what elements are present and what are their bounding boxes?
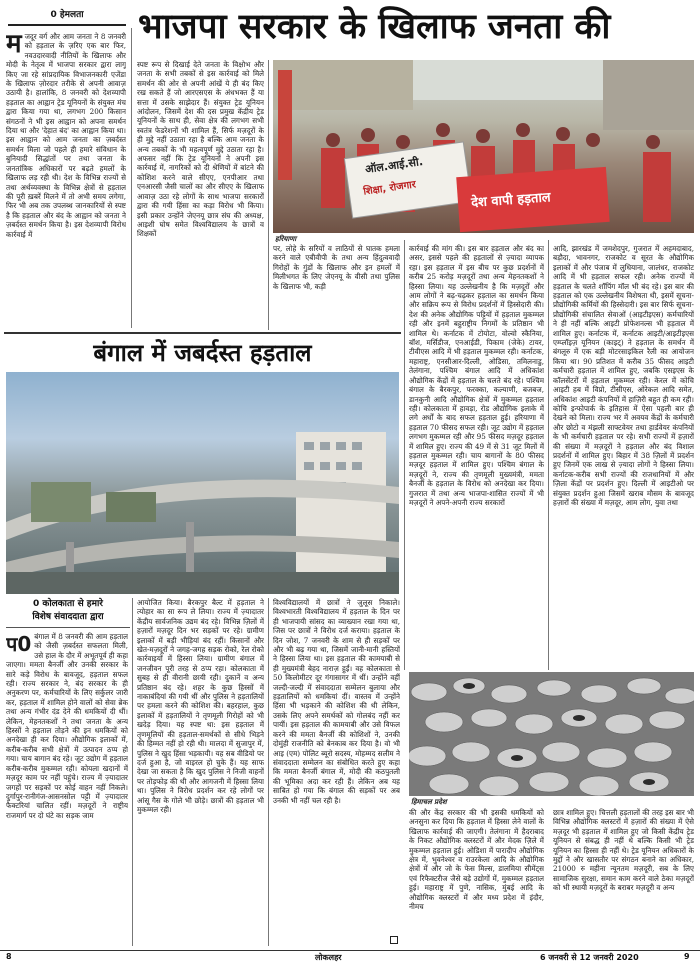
article-column-e	[553, 808, 694, 946]
page-number-left: 8	[6, 952, 12, 961]
photo-himachal-umbrellas	[409, 672, 694, 796]
article-text: पर, लोहे के सरियों व लाठियों से घातक हमला करने वाले एबीवीपी के तथा अन्य हिंदुत्ववादी गिरोहों के गुंडों के खिलाफ और इन हमलों में मिलीभगत के लिए जेएनयू के वीसी तथा पुलिस के खिलाफ भी, कड़ी	[273, 244, 400, 291]
article-text: आदि, झारखंड में जमशेदपुर, गुजरात में अहमदाबाद, बड़ौदा, भावनगर, राजकोट व सूरत के औद्योगिक इलाकों में और पंजाब में लुधियाना, जालंधर, राजकोट आदि में भी हड़ताल सफल रही। अनेक राज्यों में हड़ताल के चलते शॉपिंग मॉल भी बंद रहे। इस बार की हड़ताल को एक उल्लेखनीय विशेषता थी, इसमें सूचना-प्रौद्योगिकी कर्मियों की हिस्सेदारी। इस बार सिर्फ सूचना-प्रौद्योगिकी संचालित सेवाओं (आइटीइएस) कर्मचारियों ने ही नहीं बल्कि आइटी प्रोफेशनल्स भी हड़ताल में शामिल हुए। कर्नाटक में, कर्नाटक आइटी/आइटीइएस एम्प्लॉइज़ यूनियन (काइट्) ने हड़ताल के समर्थन में बंगलूरु में एक बड़ी मोटरसाइकिल रैली का आयोजन किया था। 90 प्रतिशत में करीब 35 फीसद आइटी कर्मचारी हड़ताल में शामिल हुए, जबकि एसइएस के कॉलसेंटरों में हड़ताल मुकम्मल रही। केरल में कोचि आइटी हब में विप्रो, टीसीएस, ओरेकल आदि समेत, अधिकांश आइटी कंपनियों में हाज़िरी बहुत ही कम रही। कोचि इन्फोपार्क के इतिहास में ऐसा पहली बार ही देखने को मिला। राज्य भर में अवयव केंद्रों के कर्मचारी और छोटो व मंझली साफ्टवेयर तथा हार्डवेयर कंपनियों के भी कर्मचारी हड़ताल पर रहे। सभी राज्यों में हज़ारों की संख्या में मज़दूरों ने हड़ताल और बंद विशाल प्रदर्शनों में शामिल हुए। बिहार में 38 ज़िलों में प्रदर्शन हुए जिनमें एक लाख से ज़्यादा लोगों ने हिस्सा लिया। कर्नाटक-करीब सभी राज्यों की राजधानियों में और ज़िला केंद्रों पर प्रदर्शन हुए। दिल्ली में आइटीओ पर संयुक्त प्रदर्शन हुआ जिसमें खराब मौसम के बावजूद हज़ारों की संख्या में मज़दूर, आम लोग, युवा तथा	[553, 244, 694, 507]
banner-text-2: देश वापी हड़ताल	[470, 190, 552, 211]
banner-text-3: शिक्षा, रोजगार	[362, 179, 417, 198]
photo-caption-himachal: हिमाचल प्रदेश	[411, 797, 447, 806]
bengal-section	[4, 332, 401, 596]
issue-date: 6 जनवरी से 12 जनवरी 2020	[540, 953, 639, 962]
page-footer	[0, 950, 700, 965]
article-column-4	[409, 244, 544, 670]
article-text: स्पष्ट रूप से दिखाई देते जनता के विक्षोभ और जनता के सभी तबकों से इस कार्रवाई को मिले समर्थन की ओर से अपनी आंखें ये ही बंद किए रख सकते हैं जो आरएसएस के अंधभक्त हैं या सत्ता में उसके साझेदार हैं। संयुक्त ट्रेड यूनियन आंदोलन, जिसमें देश की दस प्रमुख केंद्रीय ट्रेड यूनियनों के साथ ही, सेवा क्षेत्र की लगभग सभी स्वतंत्र फेडरेशनों भी शामिल हैं, सिर्फ मज़दूरों के ही मुद्दे नहीं उठाता रहा है बल्कि आम जनता के अन्य तबकों के भी महत्वपूर्ण मुद्दे उठाता रहा है। अफसर नहीं कि ट्रेड यूनियनों ने अपनी इस कार्रवाई में, नागरिकों को दी श्रेणियों में बांटने की कोशिश करने वाले सीएए, एनपीआर तथा एनआरसी जैसी चालों का और सीएए के खिलाफ आवाज़ उठा रहे लोगों के साथ भाजपा सरकारों द्वारा की गयी हिंसा का कड़ा विरोध भी किया। इसी प्रकार उन्होंने जेएनयू छात्र संघ की अध्यक्ष, आइशी घोष समेत विश्वविद्यालय के छात्रों व शिक्षकों	[137, 60, 264, 239]
article-text: छात्र शामिल हुए। चित्तली हड़तालों की तरह इस बार भी विभिन्न औद्योगिक क्लस्टरों में हज़ारों की संख्या में ऐसे मज़दूर भी हड़ताल में शामिल हुए जो किसी केंद्रीय ट्रेड यूनियन से संबद्ध ही नहीं थे बल्कि किसी भी ट्रेड यूनियन का हिस्सा ही नहीं थे। ट्रेड यूनियन अधिकारों के मुद्दों ने और खासतौर पर संगठन बनाने का अधिकार, 21000 रु महीना न्यूनतम मज़दूरी, सब के लिए सामाजिक सुरक्षा, समान काम करने वाले ठेका मज़दूरों को भी स्थायी मज़दूरों के बराबर मज़दूरी व अन्य	[553, 808, 694, 893]
bengal-column-a	[6, 632, 128, 946]
publication-name: लोकलहर	[315, 953, 342, 962]
article-column-d	[409, 808, 544, 946]
article-text: आयोजित किया। बैरकपुर बैल्ट में हड़ताल ने त्योहार का सा रूप ले लिया। राज्य में ज़्यादातर केंद्रीय सार्वजनिक उद्यम बंद रहे। विभिन्न ज़िलों में हज़ारों मज़दूर दिन भर सड़कों पर रहे। ग्रामीण इलाकों में बड़ी भीड़ियां बंद रहीं। किसानों और खेत-मज़दूरों ने जगह-जगह सड़क रोको, रेल रोको कार्रवाइयों में हिस्सा लिया। ग्रामीण बंगाल में जनजीवन पूरी तरह से ठप्प रहा। कोलकाता में सुबह से ही वीरानी छायी रही। दुकानें व अन्य प्रतिष्ठान बंद रहे। शहर के कुछ हिस्सों में नाकाबंदियां की गयी थीं और पुलिस ने हड़तालियों पर हमला करने की कोशिश की। बहरहाल, कुछ इलाकों में हड़तालियों ने तृणमूली गिरोहों को भी खदेड़ दिया। यह स्पष्ट था: इस हड़ताल में तृणमूलियों की हड़ताल-समर्थकों से सीधे भिड़ने की हिम्मत नहीं हो रही थी। मालदा में सुजापुर में, पुलिस ने खुद हिंसा भड़कायी। यह सब वीडियो पर दर्ज हुआ है, जो वाइरल हो चुके हैं। यह साफ देखा जा सकता है कि खुद पुलिस ने निजी वाहनों पर तोड़फोड़ की थी और आगजनी में हिस्सा लिया था। पुलिस ने विरोध प्रदर्शन कर रहे लोगों पर आंसू गैस के गोले भी छोड़े। छात्रों की हड़ताल भी मुकम्मल रही।	[137, 598, 264, 814]
article-column-2	[137, 60, 264, 328]
banner-text-1: ऑल.आई.सी.	[364, 155, 424, 176]
article-text: विश्वविद्यालयों में छात्रों ने जुलूस निकाले। विश्वभारती विश्वविद्यालय में हड़ताल के दिन पर ही भाजपायी सांसद का व्याख्यान रखा गया था, जिस पर छात्रों ने विरोध दर्ज कराया। हड़ताल के दिन जोश, 7 जनवरी के शाम से ही सड़कों पर और भी बढ़ गया था, जिसमें जानी-मानी हस्तियों ने हिस्सा लिया था। इस हड़ताल की कामयाबी से ही मुख्यमंत्री बेहद नाराज़ हुईं। वह कोलकाता से 50 किलोमीटर दूर गंगासागर में थीं। उन्होंने वहीं जल्दी-जल्दी में संवाददाता सम्मेलन बुलाया और हड़तालियों को धमकियां दीं। वास्तव में उन्होंने हिंसा भी भड़काने की कोशिश की थी लेकिन, उसके लिए अपने समर्थकों को गोलबंद नहीं कर पायीं। इस हड़ताल की कामयाबी और उसे विफल करने की ममता बैनर्जी की कोशिशों ने, उनकी दोमुंही राजनीति को बेनकाब कर दिया है। वो भी आइ (एम) पोलिट ब्यूरो सदस्य, मोहम्मद सलीम ने संवाददाता सम्मेलन का संबोधित करते हुए कहा कि ममता बैनर्जी बंगाल में, मोदी की कठपुतली की भूमिका अदा कर रही हैं। लेकिन अब यह साबित हो गया कि बंगाल की सड़कों पर अब उनकी भी नहीं चल रही है।	[273, 598, 400, 805]
photo-kolkata-flyover	[6, 372, 399, 594]
main-headline: भाजपा सरकार के खिलाफ जनता की	[138, 7, 611, 47]
article-text: कार्रवाई की मांग की। इस बार हड़ताल और बंद का असर, इससे पहले की हड़तालों से ज़्यादा व्यापक रहा। इस हड़ताल में इस बीच पर कुछ प्रदर्शनों में करीब 25 करोड़ मज़दूरों तथा अन्य मेहनतकशों ने हिस्सा लिया। यह उल्लेखनीय है कि मज़दूरों और आम लोगों ने बढ़-चढ़कर हड़ताल का समर्थन किया और सक्रिय रूप से विरोध प्रदर्शनों में हिस्सेदारी की। देश की अनेक औद्योगिक पट्टियों में हड़ताल मुकम्मल रही और इनमें बहुराष्ट्रीय निगमों के प्रतिष्ठान भी शामिल थे। कर्नाटक में टोयोटा, वोल्वो स्कैनिया, बॉश, मर्सिडीज, एनआईडी, पिकाम (जेके) टायर, टीवीएस आदि में भी हड़ताल मुकम्मल रही। कर्नाटक, महाराष्ट्र, एनसीआर-दिल्ली, ओडिसा, तमिलनाडु, तेलंगाना, पश्चिम बंगाल आदि में अधिकांश औद्योगिक केंद्रों में हड़ताल के चलते बंद रहे। पश्चिम बंगाल के बैरकपुर, फरक्का, कल्याणी, बजबज, डानकुनी आदि औद्योगिक क्षेत्रों में मुकम्मल हड़ताल रही। कोलकाता में हावड़ा, रोड औद्योगिक इलाके में लगे अर्धों के बाद सफल हड़ताल हुई। हरियाणा में हड़ताल 70 फीसद सफल रही। जूट उद्योग में हड़ताल लगभग मुकम्मल रही और 95 फीसद मज़दूर हड़ताल में शामिल हुए। राज्य की 49 में से 31 जूट मिलों में हड़ताल मुकम्मल रही। चाय बागानों के 80 फीसद मज़दूर हड़ताल में शामिल हुए। पश्चिम बंगाल के मज़दूरों ने, राज्य की तृणमूली मुख्यमंत्री, ममता बैनर्जी के हड़ताल के विरोध को अनदेखा कर दिया। गुजरात में तथा अन्य भाजपा-शासित राज्यों में भी मज़दूरों ने अपने-अपनी राज्य सरकारों	[409, 244, 544, 507]
bengal-byline	[6, 598, 130, 628]
article-column-5	[553, 244, 694, 670]
byline-line-2: विशेष संवाददाता द्वारा	[32, 612, 104, 622]
dropcap: प0	[6, 632, 32, 656]
article-column-c	[273, 598, 400, 946]
photo-haryana-rally	[273, 60, 694, 233]
page-number-right: 9	[684, 952, 690, 961]
section-tag: 0 हेमलता	[8, 6, 126, 26]
article-text: की और केंद्र सरकार की भी इसकी धमकियों को अनसुना कर दिया कि हड़ताल में हिस्सा लेने वालों के खिलाफ कार्रवाई की जाएगी। तेलंगाना में हैदराबाद के निकट औद्योगिक क्लस्टरों में और मेदक ज़िले में मुकम्मल हड़ताल हुई। ओडिशा में पारादीप औद्योगिक क्षेत्र में, भुवनेश्वर व राउरकेला आदि के औद्योगिक क्षेत्रों में और जो के फेस मिल्स, डालमिया सीमेंट्स एवं रिफैक्टरीज जैसे बड़े उद्योगों में, मुकम्मल हड़ताल हुई। महाराष्ट्र में पुणे, नासिक, मुंबई आदि के औद्योगिक क्लस्टरों में और मध्य प्रदेश में इंदौर, नीमच	[409, 808, 544, 912]
end-mark-icon	[390, 936, 398, 944]
photo-caption-haryana: हरियाणा	[275, 234, 297, 243]
dropcap: म	[6, 32, 22, 59]
bengal-headline: बंगाल में जबर्दस्त हड़ताल	[93, 339, 312, 367]
article-column-3	[273, 244, 400, 330]
bengal-column-b	[137, 598, 264, 946]
article-column-1	[6, 32, 126, 328]
article-text: जदूर वर्ग और आम जनता ने 8 जनवरी को हड़ताल के ज़रिए एक बार फिर, नवउदारवादी नीतियों के खिलाफ और मोदी के नेतृत्व में भाजपा सरकार द्वारा लागू किए जा रहे सांप्रदायिक विभाजनकारी एजेंडा के खिलाफ ज़ोरदार तरीके से अपनी आवाज़ उठायी है। हालांकि, 8 जनवरी को देशव्यापी हड़ताल का आह्वान ट्रेड यूनियनों के संयुक्त मंच द्वारा किया गया था, लगभग 200 किसान संगठनों ने भी इस आह्वान को अपना समर्थन दिया था और 'देहात बंद' का आह्वान किया था। इस आह्वान को आम जनता का ज़बर्दस्त समर्थन मिला जो पहले ही हमारे संविधान के बुनियादी सिद्धांतों पर तथा जनता के जनतांत्रिक अधिकारों पर बढ़ते हमलों के खिलाफ लड़ रही थी। देश के विभिन्न राज्यों से तथा अर्थव्यवस्था के विभिन्न क्षेत्रों से हड़ताल की पूरी ख़बरें मिलने में तो अभी समय लगेगा, फिर भी अब तक उपलब्ध जानकारियों से स्पष्ट है कि हड़ताल और बंद के आह्वान को जनता ने ज़बर्दस्त समर्थन किया है। इस देशव्यापी विरोध कार्रवाई में	[6, 32, 126, 239]
article-text: बंगाल में 8 जनवरी की आम हड़ताल को जैसी ज़बर्दस्त सफलता मिली, उसे हाल के दौर में अभूतपूर्व ही कहा जाएगा। ममता बैनर्जी और उनकी सरकार के सारे कड़े विरोध के बावजूद, हड़ताल सफल रही। राज्य सरकार ने, बंद सरकार के ही अनुकरण पर, कर्मचारियों के लिए सर्कुलर जारी कर, हड़ताल में शामिल होने वालों को सेवा ब्रेक तथा अन्य गंभीर दंड देने की धमकियों दी थीं। लेकिन, मेहनतकशों ने तथा जनता के अन्य हिस्सों ने हड़ताल तोड़ने की इन धमकियों को अनदेखा ही कर दिया। औद्योगिक इलाकों में, करीब-करीब सभी क्षेत्रों में उत्पादन ठप्प हो गया। चाय बागान बंद रहे। जूट उद्योग में हड़ताल करीब-करीब मुकम्मल रही। कोयला खदानों में मज़दूर काम पर नहीं पहुंचे। राज्य में ज़्यादातर जगहों पर सड़कों पर कोई वाहन नहीं निकले। दुर्गापुर-रानीगंज-आसनसोल पट्टी में ज़्यादातर फैक्टरियां चालित रहीं। मज़दूरों ने राष्ट्रीय राजमार्ग पर दो घंटे का सड़क जाम	[6, 632, 128, 820]
byline-line-1: 0 कोलकाता से हमारे	[33, 599, 103, 609]
